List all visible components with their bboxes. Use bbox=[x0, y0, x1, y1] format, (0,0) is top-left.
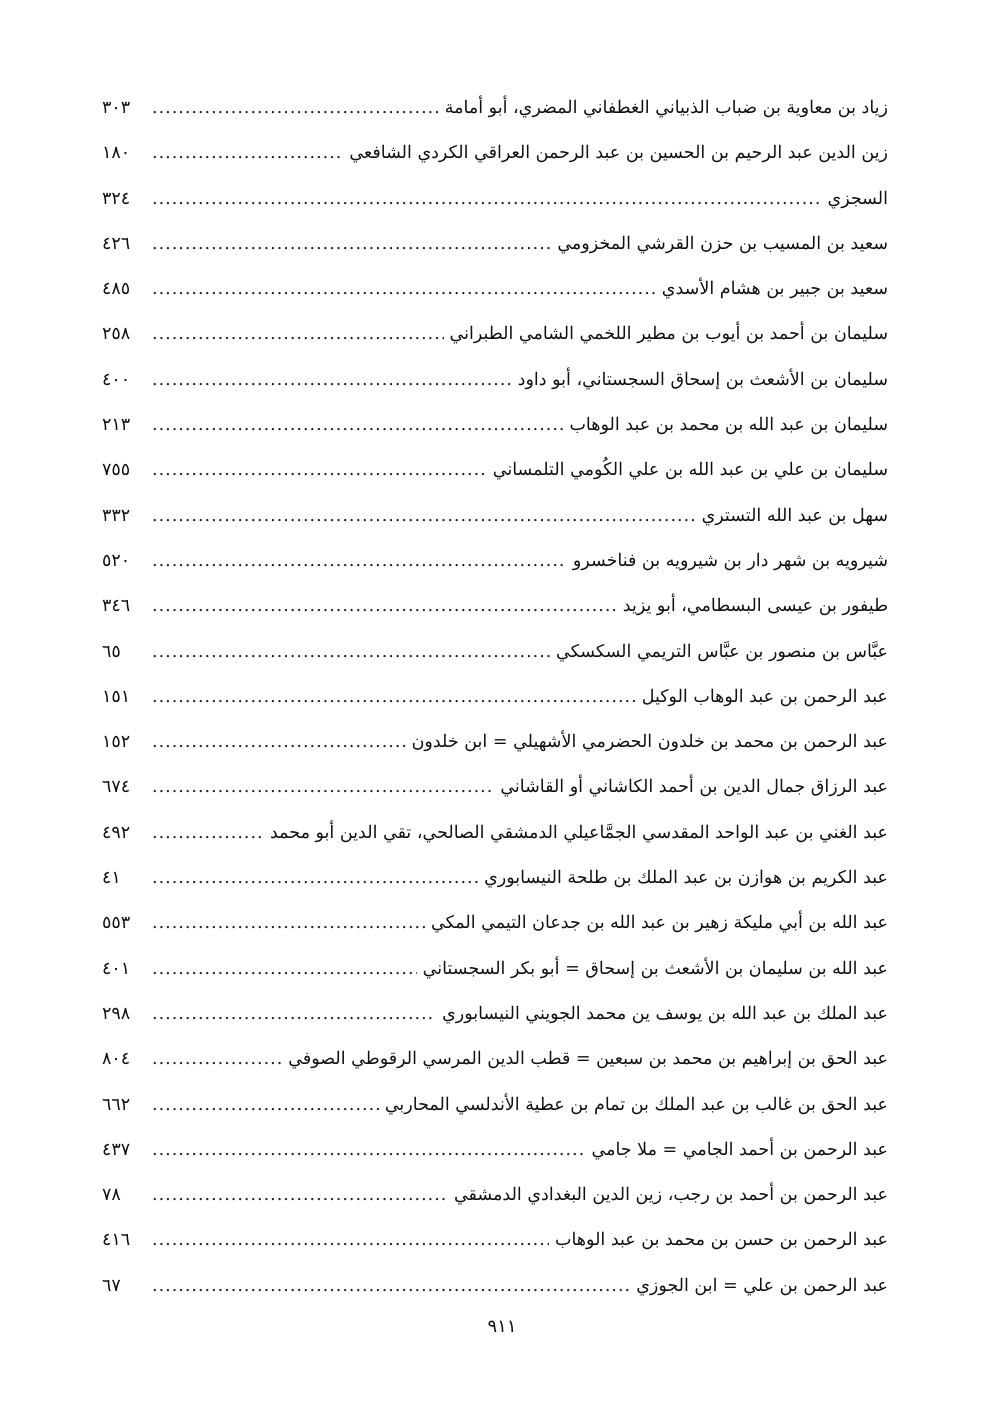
index-entry bbox=[102, 267, 888, 312]
entry-name: عبد الرزاق جمال الدين بن أحمد الكاشاني أو القاشاني bbox=[500, 777, 888, 798]
leader-dots bbox=[152, 86, 439, 131]
entry-page-number: ٣٣٢ bbox=[102, 505, 131, 526]
entry-page-number: ٥٢٠ bbox=[102, 550, 131, 571]
entry-page-number: ٣٠٣ bbox=[102, 98, 131, 118]
entry-name: سليمان بن عبد الله بن محمد بن عبد الوهاب bbox=[569, 415, 888, 436]
leader-dots bbox=[152, 765, 494, 810]
index-entry bbox=[102, 222, 888, 267]
entry-page-number: ١٨٠ bbox=[102, 143, 131, 164]
leader-dots bbox=[152, 1128, 585, 1173]
entry-name: عبد الله بن سليمان بن الأشعث بن إسحاق = أبو بكر السجستاني bbox=[422, 958, 888, 979]
entry-name: عبد الغني بن عبد الواحد المقدسي الجمَّاعيلي الدمشقي الصالحي، تقي الدين أبو محمد bbox=[269, 822, 888, 843]
index-entry bbox=[102, 1264, 888, 1309]
index-entry bbox=[102, 86, 888, 131]
entry-page-number: ٣٢٤ bbox=[102, 188, 131, 209]
leader-dots bbox=[152, 1218, 549, 1263]
entry-name: عبَّاس بن منصور بن عبَّاس التريمي السكسكي bbox=[556, 641, 888, 662]
entry-name: زين الدين عبد الرحيم بن الحسين بن عبد الرحمن العراقي الكردي الشافعي bbox=[349, 143, 888, 164]
leader-dots bbox=[152, 358, 512, 403]
index-entry bbox=[102, 1037, 888, 1082]
index-entry bbox=[102, 1173, 888, 1218]
leader-dots bbox=[152, 992, 436, 1037]
entry-name: عبد الرحمن بن أحمد الجامي = ملا جامي bbox=[591, 1139, 888, 1160]
entry-name: سليمان بن علي بن عبد الله بن علي الكُومي التلمساني bbox=[492, 460, 888, 481]
index-entry bbox=[102, 765, 888, 810]
entry-name: عبد الحق بن غالب بن عبد الملك بن تمام بن عطية الأندلسي المحاربي bbox=[384, 1094, 888, 1115]
leader-dots bbox=[152, 222, 551, 267]
leader-dots bbox=[152, 720, 406, 765]
entry-page-number: ٧٨ bbox=[102, 1185, 121, 1206]
entry-page-number: ٤٠٠ bbox=[102, 369, 131, 390]
entry-name: عبد الكريم بن هوازن بن عبد الملك بن طلحة النيسابوري bbox=[484, 868, 888, 889]
index-entry bbox=[102, 856, 888, 901]
entry-name: عبد الملك بن عبد الله بن يوسف ين محمد الجويني النيسابوري bbox=[442, 1003, 888, 1024]
index-entry bbox=[102, 630, 888, 675]
entry-name: عبد الرحمن بن عبد الوهاب الوكيل bbox=[641, 686, 888, 707]
entry-name: سعيد بن جبير بن هشام الأسدي bbox=[661, 279, 888, 300]
entry-page-number: ٦٥ bbox=[102, 641, 121, 662]
leader-dots bbox=[152, 584, 617, 629]
leader-dots bbox=[152, 675, 636, 720]
leader-dots bbox=[152, 131, 343, 176]
entry-name: سهل بن عبد الله التستري bbox=[701, 505, 888, 526]
leader-dots bbox=[152, 901, 425, 946]
leader-dots bbox=[152, 267, 656, 312]
leader-dots bbox=[152, 539, 567, 584]
leader-dots bbox=[152, 494, 696, 539]
index-entry bbox=[102, 675, 888, 720]
index-entry bbox=[102, 312, 888, 357]
index-entry bbox=[102, 811, 888, 856]
index-entry bbox=[102, 177, 888, 222]
entry-page-number: ٢٩٨ bbox=[102, 1003, 131, 1024]
entry-page-number: ٤١٦ bbox=[102, 1230, 131, 1251]
entry-name: عبد الحق بن إبراهيم بن محمد بن سبعين = قطب الدين المرسي الرقوطي الصوفي bbox=[288, 1049, 888, 1070]
index-list bbox=[102, 86, 888, 1309]
index-entry bbox=[102, 358, 888, 403]
index-entry bbox=[102, 131, 888, 176]
entry-page-number: ٢١٣ bbox=[102, 415, 131, 436]
entry-name: عبد الرحمن بن علي = ابن الجوزي bbox=[636, 1275, 888, 1296]
index-entry bbox=[102, 901, 888, 946]
entry-name: عبد الله بن أبي مليكة زهير بن عبد الله بن جدعان التيمي المكي bbox=[431, 913, 888, 934]
leader-dots bbox=[152, 1173, 448, 1218]
entry-name: سليمان بن الأشعث بن إسحاق السجستاني، أبو داود bbox=[517, 369, 888, 390]
page-number: ٩١١ bbox=[487, 1316, 517, 1337]
index-entry bbox=[102, 403, 888, 448]
entry-page-number: ٤٣٧ bbox=[102, 1139, 131, 1160]
entry-page-number: ٨٠٤ bbox=[102, 1049, 131, 1070]
entry-name: السجزي bbox=[827, 188, 888, 209]
leader-dots bbox=[152, 448, 487, 493]
leader-dots bbox=[152, 856, 478, 901]
entry-name: زياد بن معاوية بن ضباب الذبياني الغطفاني المضري، أبو أمامة bbox=[444, 98, 888, 118]
leader-dots bbox=[152, 811, 264, 856]
index-entry bbox=[102, 584, 888, 629]
index-entry bbox=[102, 947, 888, 992]
index-entry bbox=[102, 539, 888, 584]
leader-dots bbox=[152, 403, 563, 448]
leader-dots bbox=[152, 1037, 282, 1082]
entry-page-number: ٦٦٢ bbox=[102, 1094, 131, 1115]
index-entry bbox=[102, 448, 888, 493]
entry-page-number: ٧٥٥ bbox=[102, 460, 131, 481]
index-entry bbox=[102, 992, 888, 1037]
entry-page-number: ٤٨٥ bbox=[102, 279, 131, 300]
entry-page-number: ٤٩٢ bbox=[102, 822, 131, 843]
entry-page-number: ٢٥٨ bbox=[102, 324, 131, 345]
leader-dots bbox=[152, 177, 822, 222]
index-entry bbox=[102, 494, 888, 539]
leader-dots bbox=[152, 947, 417, 992]
index-entry bbox=[102, 720, 888, 765]
leader-dots bbox=[152, 312, 444, 357]
index-entry bbox=[102, 1083, 888, 1128]
entry-page-number: ٤٢٦ bbox=[102, 233, 131, 254]
entry-page-number: ٥٥٣ bbox=[102, 913, 131, 934]
entry-page-number: ٦٧ bbox=[102, 1275, 121, 1296]
entry-name: عبد الرحمن بن أحمد بن رجب، زين الدين البغدادي الدمشقي bbox=[453, 1185, 888, 1206]
entry-name: سليمان بن أحمد بن أيوب بن مطير اللخمي الشامي الطبراني bbox=[449, 324, 888, 345]
entry-page-number: ٤١ bbox=[102, 868, 121, 889]
leader-dots bbox=[152, 1264, 630, 1309]
index-entry bbox=[102, 1128, 888, 1173]
entry-page-number: ٤٠١ bbox=[102, 958, 131, 979]
entry-page-number: ١٥٢ bbox=[102, 732, 131, 753]
entry-name: طيفور بن عيسى البسطامي، أبو يزيد bbox=[622, 596, 888, 617]
entry-page-number: ٣٤٦ bbox=[102, 596, 131, 617]
entry-page-number: ١٥١ bbox=[102, 686, 131, 707]
leader-dots bbox=[152, 630, 550, 675]
entry-name: سعيد بن المسيب بن حزن القرشي المخزومي bbox=[557, 233, 888, 254]
entry-name: عبد الرحمن بن حسن بن محمد بن عبد الوهاب bbox=[555, 1230, 888, 1251]
entry-page-number: ٦٧٤ bbox=[102, 777, 131, 798]
index-entry bbox=[102, 1218, 888, 1263]
leader-dots bbox=[152, 1083, 379, 1128]
entry-name: عبد الرحمن بن محمد بن خلدون الحضرمي الأشهيلي = ابن خلدون bbox=[411, 732, 888, 753]
entry-name: شيرويه بن شهر دار بن شيرويه بن فناخسرو bbox=[572, 550, 888, 571]
